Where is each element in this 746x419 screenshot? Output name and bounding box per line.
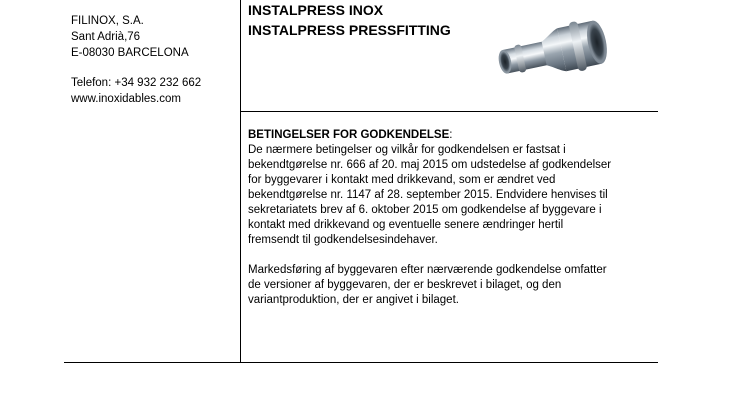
company-city: E-08030 BARCELONA (71, 47, 189, 59)
text-line: kontakt med drikkevand og eventuelle senere ændringer hertil (248, 219, 564, 231)
company-info (71, 13, 201, 107)
text-line: bekendtgørelse nr. 666 af 20. maj 2015 om udstedelse af godkendelser (248, 159, 612, 171)
text-line: bekendtgørelse nr. 1147 af 28. september 2015. Endvidere henvises til (248, 189, 608, 201)
text-line: Markedsføring af byggevaren efter nærværende godkendelse omfatter (248, 264, 607, 276)
text-line: De nærmere betingelser og vilkår for godkendelsen er fastsat i (248, 144, 566, 156)
product-title-1: INSTALPRESS INOX (248, 2, 384, 18)
text-line: sekretariatets brev af 6. oktober 2015 om godkendelse af byggevare i (248, 204, 602, 216)
text-line: for byggevarer i kontakt med drikkevand, som er ændret ved (248, 174, 556, 186)
conditions-paragraph-1 (248, 143, 658, 248)
bottom-divider (64, 362, 658, 363)
company-website: www.inoxidables.com (71, 93, 181, 105)
pressfitting-reducer-icon (486, 12, 616, 82)
conditions-heading-line (248, 128, 658, 143)
product-title-2: INSTALPRESS PRESSFITTING (248, 22, 451, 38)
conditions-heading: BETINGELSER FOR GODKENDELSE (248, 129, 450, 141)
approval-conditions (248, 128, 658, 308)
conditions-paragraph-2 (248, 263, 658, 308)
text-line: de versioner af byggevaren, der er beskrevet i bilaget, og den (248, 279, 562, 291)
text-line: variantproduktion, der er angivet i bilaget. (248, 294, 459, 306)
company-phone: Telefon: +34 932 232 662 (71, 77, 202, 89)
company-name: FILINOX, S.A. (71, 15, 144, 27)
section-divider (241, 111, 658, 112)
spacer (71, 61, 201, 75)
text-line: fremsendt til godkendelsesindehaver. (248, 234, 438, 246)
conditions-heading-suffix: : (449, 129, 453, 141)
column-divider (240, 0, 241, 362)
product-titles (248, 0, 451, 40)
company-street: Sant Adrià,76 (71, 31, 141, 43)
